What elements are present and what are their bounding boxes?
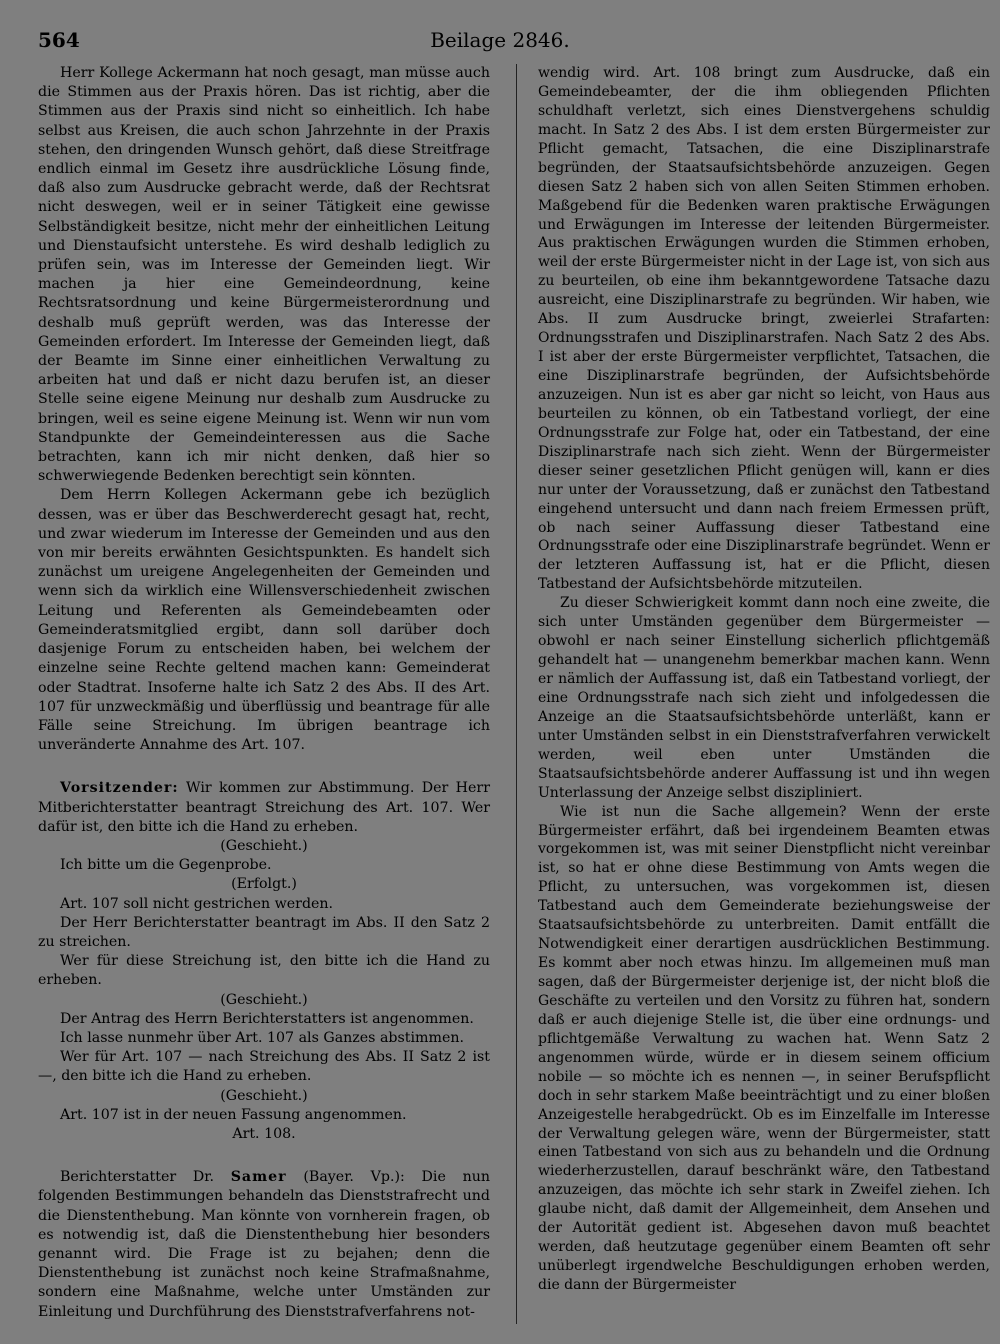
paragraph: Wie ist nun die Sache allgemein? Wenn der erste Bürgermeister erfährt, daß bei irgendeinem Beamten etwas vorgekommen ist, was mit seiner Dienstpflicht nicht vereinbar ist, so hat er ohne diese Bestimmung von Amts wegen die Pflicht, zu untersuchen, was vorgekommen ist, diesen Tatbestand auch dem Gemeinderate beziehungsweise der Staatsaufsichtsbehörde zu unterbreiten. Damit entfällt die Notwendigkeit einer derartigen ausdrücklichen Bestimmung. Es kommt aber noch etwas hinzu. Im allgemeinen muß man sagen, daß der Bürgermeister derjenige ist, der nicht bloß die Geschäfte zu verteilen und den Vorsitz zu führen hat, sondern daß er auch diejenige Stelle ist, die über eine ordnungs- und pflichtgemäße Verwaltung zu wachen hat. Wenn Satz 2 angenommen würde, würde er in diesem seinem officium nobile — so möchte ich es nennen —, in seiner Berufspflicht doch in sehr starkem Maße beeinträchtigt und zu einer bloßen Anzeigestelle herabgedrückt. Ob es im Einzelfalle im Interesse der Verwaltung gelegen wäre, wenn der Bürgermeister, statt einen Tatbestand von sich aus zu behandeln und die Ordnung wiederherzustellen, darauf beschränkt wäre, den Tatbestand anzuzeigen, das möchte ich sehr stark in Zweifel ziehen. Ich glaube nicht, daß damit der Allgemeinheit, dem Ansehen und der Autorität gedient ist. Abgesehen davon muß beachtet werden, daß heutzutage gegenüber einem Beamten oft sehr unüberlegt irgendwelche Beschuldigungen erhoben werden, die dann der Bürgermeister bbox=[538, 803, 990, 1293]
right-column bbox=[538, 64, 990, 1295]
speaker-name: Samer bbox=[230, 1169, 287, 1186]
column-divider bbox=[516, 64, 517, 1324]
speaker-paragraph bbox=[38, 779, 490, 837]
paragraph: wendig wird. Art. 108 bringt zum Ausdrucke, daß ein Gemeindebeamter, der die ihm obliegenden Pflichten schuldhaft verletzt, sich eines Dienstvergehens schuldig macht. In Satz 2 des Abs. I ist dem ersten Bürgermeister zur Pflicht gemacht, Tatsachen, die eine Disziplinarstrafe begründen, der Staatsaufsichtsbehörde anzuzeigen. Gegen diesen Satz 2 haben sich von allen Seiten Stimmen erhoben. Maßgebend für die Bedenken waren praktische Erwägungen und Erwägungen im Interesse der leitenden Bürgermeister. Aus praktischen Erwägungen wurden die Stimmen erhoben, weil der erste Bürgermeister nicht in der Lage ist, von sich aus zu beurteilen, ob eine ihm bekanntgewordene Tatsache dazu ausreicht, eine Disziplinarstrafe zu begründen. Wir haben, wie Abs. II zum Ausdrucke bringt, zweierlei Strafarten: Ordnungsstrafen und Disziplinarstrafen. Nach Satz 2 des Abs. I ist aber der erste Bürgermeister verpflichtet, Tatsachen, die eine Disziplinarstrafe begründen, der Aufsichtsbehörde anzuzeigen. Nun ist es aber gar nicht so leicht, von Haus aus beurteilen zu können, ob ein Tatbestand vorliegt, der eine Ordnungsstrafe zur Folge hat, oder ein Tatbestand, der eine Disziplinarstrafe nach sich zieht. Wenn der Bürgermeister dieser seiner gesetzlichen Pflicht genügen will, kann er dies nur unter der Voraussetzung, daß er zunächst den Tatbestand eingehend untersucht und dann nach freiem Ermessen prüft, ob nach seiner Auffassung dieser Tatbestand eine Ordnungsstrafe oder eine Disziplinarstrafe begründet. Wenn er der letzteren Auffassung ist, hat er die Pflicht, diesen Tatbestand der Aufsichtsbehörde mitzuteilen. bbox=[538, 65, 990, 593]
speaker-paragraph bbox=[38, 1168, 490, 1322]
paragraph: Der Herr Berichterstatter beantragt im Abs. II den Satz 2 zu streichen. bbox=[38, 914, 490, 950]
paragraph: Der Antrag des Herrn Berichterstatters ist angenommen. bbox=[60, 1010, 474, 1027]
paragraph: Wer für Art. 107 — nach Streichung des Abs. II Satz 2 ist —, den bitte ich die Hand zu erheben. bbox=[38, 1049, 490, 1085]
paragraph: Art. 107 soll nicht gestrichen werden. bbox=[60, 895, 334, 912]
paragraph: Dem Herrn Kollegen Ackermann gebe ich bezüglich dessen, was er über das Beschwerderecht gesagt hat, recht, und zwar wiederum im Interesse der Gemeinden und aus den von mir bereits erwähnten Gesichtspunkten. Es handelt sich zunächst um ureigene Angelegenheiten der Gemeinden und wenn sich da wirklich eine Willensverschiedenheit zwischen Leitung und Referenten als Gemeindebeamten oder Gemeinderatsmitglied ergibt, dann soll darüber doch dasjenige Forum zu entscheiden haben, bei welchem der einzelne seine Rechte geltend machen kann: Gemeinderat oder Stadtrat. Insoferne halte ich Satz 2 des Abs. II des Art. 107 für unzweckmäßig und überflüssig und beantrage für alle Fälle seine Streichung. Im übrigen beantrage ich unveränderte Annahme des Art. 107. bbox=[38, 487, 490, 754]
speaker-name: Vorsitzender: bbox=[60, 780, 179, 797]
speaker-party: (Bayer. Vp.): bbox=[286, 1169, 405, 1186]
stage-direction: (Geschieht.) bbox=[220, 1087, 308, 1104]
paragraph: Ich lasse nunmehr über Art. 107 als Ganzes abstimmen. bbox=[60, 1029, 464, 1046]
stage-direction: (Erfolgt.) bbox=[231, 876, 297, 893]
paragraph: Herr Kollege Ackermann hat noch gesagt, man müsse auch die Stimmen aus der Praxis hören. Das ist richtig, aber die Stimmen aus der Praxis sind nicht so einheitlich. Ich habe selbst aus Kreisen, die auch schon Jahrzehnte in der Praxis stehen, den dringenden Wunsch gehört, daß diese Streitfrage endlich einmal im Gesetz ihre ausdrückliche Lösung finde, daß also zum Ausdrucke gebracht werde, daß der Rechtsrat nicht deswegen, weil er in seiner Tätigkeit eine gewisse Selbständigkeit besitze, nicht mehr der einheitlichen Leitung und Dienstaufsicht unterstehe. Es wird deshalb lediglich zu prüfen sein, was im Interesse der Gemeinden liegt. Wir machen ja hier eine Gemeindeordnung, keine Rechtsratsordnung und keine Bürgermeisterordnung und deshalb muß geprüft werden, was das Interesse der Gemeinden erfordert. Im Interesse der Gemeinden liegt, daß der Beamte im Sinne einer einheitlichen Verwaltung zu arbeiten hat und daß er nicht dazu berufen ist, an dieser Stelle seine eigene Meinung nur deshalb zum Ausdrucke zu bringen, weil es seine eigene Meinung ist. Wenn wir nun vom Standpunkte der Gemeindeinteressen aus die Sache betrachten, kann ich mir nicht denken, daß hier so schwerwiegende Bedenken berechtigt sein könnten. bbox=[38, 65, 490, 485]
paragraph: Zu dieser Schwierigkeit kommt dann noch eine zweite, die sich unter Umständen gegenüber dem Bürgermeister — obwohl er nach seiner Einstellung sicherlich pflichtgemäß gehandelt hat — unangenehm bemerkbar machen kann. Wenn er nämlich der Auffassung ist, daß ein Tatbestand vorliegt, der eine Ordnungsstrafe nach sich zieht und infolgedessen die Anzeige an die Staatsaufsichtsbehörde unterläßt, kann er unter Umständen selbst in ein Dienststrafverfahren verwickelt werden, weil eben unter Umständen die Staatsaufsichtsbehörde anderer Auffassung ist und ihn wegen Unterlassung der Anzeige selbst diszipliniert. bbox=[538, 595, 990, 801]
paragraph: Ich bitte um die Gegenprobe. bbox=[60, 857, 272, 874]
section-heading: Art. 108. bbox=[232, 1125, 296, 1142]
paragraph: Art. 107 ist in der neuen Fassung angenommen. bbox=[60, 1106, 407, 1123]
page-number: 564 bbox=[38, 28, 80, 52]
speaker-role: Berichterstatter Dr. bbox=[60, 1169, 231, 1186]
paragraph: Wer für diese Streichung ist, den bitte ich die Hand zu erheben. bbox=[38, 953, 490, 989]
stage-direction: (Geschieht.) bbox=[220, 837, 308, 854]
page-header bbox=[38, 28, 962, 54]
page-title: Beilage 2846. bbox=[430, 28, 570, 52]
left-column bbox=[38, 64, 490, 1322]
speech-text: Wir kommen zur Abstimmung. Der Herr Mitberichterstatter beantragt Streichung des Art. 107. Wer dafür ist, den bitte ich die Hand zu erheben. bbox=[38, 780, 490, 835]
speech-text: Die nun folgenden Bestimmungen behandeln das Dienststrafrecht und die Dienstenthebung. Man könnte von vornherein fragen, ob es notwendig ist, daß die Dienstenthebung hier besonders genannt wird. Die Frage ist zu bejahen; denn die Dienstenthebung ist zunächst noch keine Strafmaßnahme, sondern eine Maßnahme, welche unter Umständen zur Einleitung und Durchführung des Dienststrafverfahrens not- bbox=[38, 1169, 490, 1320]
stage-direction: (Geschieht.) bbox=[220, 991, 308, 1008]
